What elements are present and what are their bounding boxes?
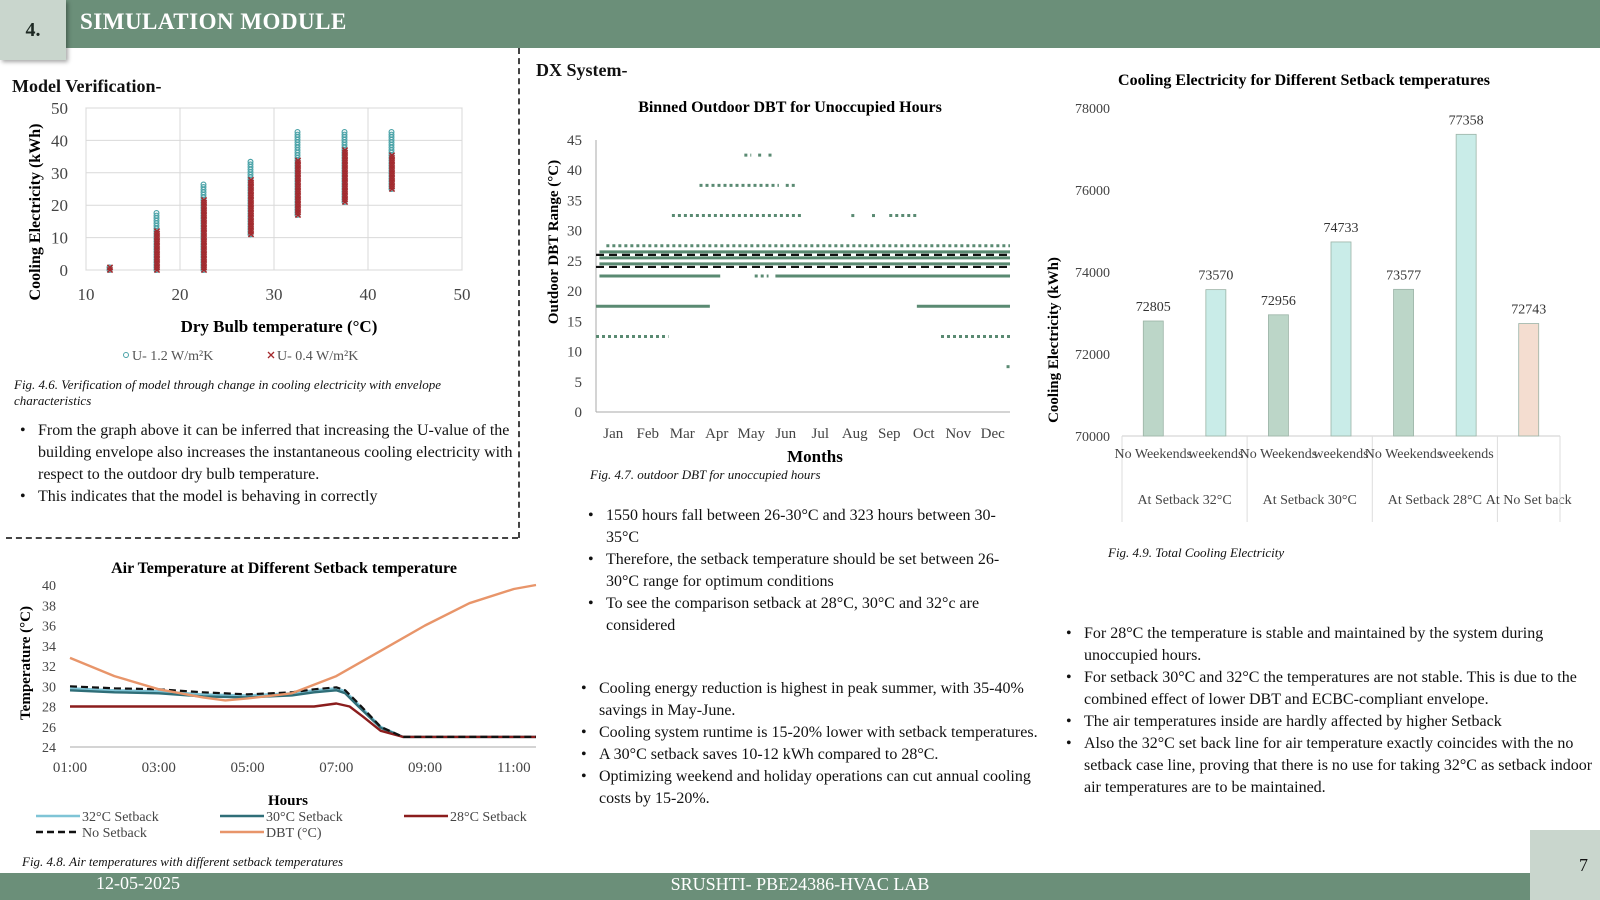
cooling-y-tick-label: 72000 <box>1075 348 1110 363</box>
air-temp-series-line <box>70 704 536 737</box>
binned-month-label: Mar <box>669 426 695 442</box>
cooling-group-label: At Setback 32°C <box>1137 493 1232 508</box>
bullet-item: • 1550 hours fall between 26-30°C and 323 hours between 30-35°C <box>592 505 1012 549</box>
binned-y-tick-label: 35 <box>567 193 582 210</box>
binned-month-label: Jun <box>775 426 797 442</box>
air-temp-y-tick-label: 24 <box>42 741 56 756</box>
air-temp-legend-label: 32°C Setback <box>82 810 159 825</box>
cooling-bullets <box>1050 623 1600 799</box>
scatter-y-tick-label: 40 <box>51 131 68 151</box>
cooling-category-label: No Weekends <box>1114 447 1193 462</box>
legend-marker-cross <box>268 352 274 358</box>
cooling-y-axis-label: Cooling Electricity (kWh) <box>1046 257 1062 423</box>
bullet-item: • For setback 30°C and 32°C the temperatures are not stable. This is due to the combined effect of lower DBT and ECBC-compliant envelope. <box>1070 667 1600 711</box>
air-temp-y-axis-label: Temperature (°C) <box>18 606 34 720</box>
cooling-group-label: At Setback 28°C <box>1387 493 1482 508</box>
binned-y-tick-label: 45 <box>567 133 582 149</box>
cooling-y-tick-label: 70000 <box>1075 430 1110 445</box>
cooling-bar-value-label: 74733 <box>1323 220 1359 236</box>
binned-month-label: Sep <box>878 426 901 442</box>
binned-month-label: Nov <box>945 426 972 442</box>
dx-system-heading: DX System- <box>536 60 628 80</box>
cooling-category-label: weekends <box>1313 447 1369 462</box>
bullet-item: • To see the comparison setback at 28°C, 30°C and 32°c are considered <box>592 593 1012 637</box>
air-temp-legend-label: No Setback <box>82 826 147 841</box>
cooling-bar <box>1519 324 1539 436</box>
cooling-bar <box>1143 321 1163 436</box>
air-temp-y-tick-label: 26 <box>42 720 56 736</box>
cooling-bar-value-label: 73570 <box>1198 268 1234 284</box>
binned-y-tick-label: 25 <box>567 253 582 270</box>
scatter-x-tick-label: 20 <box>171 285 189 304</box>
scatter-y-axis-label: Cooling Electricity (kWh) <box>27 123 44 301</box>
cooling-bar <box>1206 290 1226 436</box>
binned-dbt-chart-title: Binned Outdoor DBT for Unoccupied Hours <box>638 99 942 116</box>
binned-y-tick-label: 15 <box>567 314 582 331</box>
footer-date: 12-05-2025 <box>96 873 180 893</box>
cooling-group-label: At No Set back <box>1485 493 1572 508</box>
air-temp-series-line <box>70 688 536 737</box>
air-temp-legend-label: 28°C Setback <box>450 810 527 825</box>
air-temp-y-tick-label: 32 <box>42 660 56 675</box>
scatter-x-axis-label: Dry Bulb temperature (°C) <box>180 317 378 336</box>
binned-y-tick-label: 10 <box>567 344 582 361</box>
bullet-item: • This indicates that the model is behaving in correctly <box>24 486 524 508</box>
cooling-y-tick-label: 78000 <box>1075 102 1110 117</box>
legend-marker-circle <box>124 353 129 358</box>
scatter-x-tick-label: 10 <box>77 285 95 304</box>
scatter-legend-label: U- 1.2 W/m²K <box>132 349 214 364</box>
fig-4-6-caption: Fig. 4.6. Verification of model through change in cooling electricity with envelope characteristics <box>14 377 441 408</box>
bullet-item: • Cooling system runtime is 15-20% lower with setback temperatures. <box>585 722 1050 744</box>
scatter-y-tick-label: 20 <box>51 196 68 216</box>
slide-title: SIMULATION MODULE <box>80 9 347 34</box>
air-temp-x-tick-label: 03:00 <box>141 760 176 776</box>
binned-y-tick-label: 0 <box>574 405 582 421</box>
cooling-group-label: At Setback 30°C <box>1262 493 1357 508</box>
cooling-bar <box>1268 315 1288 436</box>
bullet-item: • Optimizing weekend and holiday operations can cut annual cooling costs by 15-20%. <box>585 766 1050 810</box>
model-verification-bullets <box>4 420 524 508</box>
binned-month-label: Jan <box>603 426 624 442</box>
cooling-bar <box>1331 242 1351 436</box>
binned-month-label: Dec <box>980 426 1005 442</box>
scatter-x-tick-label: 30 <box>265 285 283 304</box>
binned-month-label: Apr <box>705 426 729 442</box>
cooling-bar-value-label: 73577 <box>1386 268 1422 284</box>
bullet-item: • For 28°C the temperature is stable and maintained by the system during unoccupied hours. <box>1070 623 1600 667</box>
bullet-item: • The air temperatures inside are hardly affected by higher Setback <box>1070 711 1600 733</box>
air-temp-x-tick-label: 07:00 <box>319 760 354 776</box>
air-temp-y-tick-label: 36 <box>42 619 56 635</box>
bullet-item: • Cooling energy reduction is highest in peak summer, with 35-40% savings in May-June. <box>585 678 1050 722</box>
air-temp-x-tick-label: 09:00 <box>407 760 443 776</box>
bullet-item: • Therefore, the setback temperature should be set between 26-30°C range for optimum conditions <box>592 549 1012 593</box>
air-temp-y-tick-label: 28 <box>42 700 56 716</box>
dx-bullets-2 <box>565 678 1050 810</box>
cooling-y-tick-label: 74000 <box>1075 266 1110 281</box>
air-temp-y-tick-label: 40 <box>42 579 56 594</box>
binned-y-tick-label: 5 <box>574 374 582 391</box>
cooling-electricity-bar-chart <box>1040 62 1600 542</box>
cooling-category-label: weekends <box>1188 447 1244 462</box>
air-temp-legend-label: DBT (°C) <box>266 826 322 841</box>
scatter-y-tick-label: 50 <box>51 99 68 118</box>
cooling-bar-value-label: 72743 <box>1511 302 1547 318</box>
cooling-bar-value-label: 72805 <box>1135 299 1171 315</box>
cooling-category-label: weekends <box>1438 447 1494 462</box>
air-temp-x-tick-label: 05:00 <box>230 760 265 776</box>
fig-4-8-caption: Fig. 4.8. Air temperatures with different setback temperatures <box>22 854 344 869</box>
cooling-bar <box>1456 134 1476 436</box>
cooling-bar-value-label: 77358 <box>1448 113 1484 129</box>
model-verification-heading: Model Verification- <box>12 76 162 96</box>
binned-y-tick-label: 40 <box>567 163 582 180</box>
cooling-y-tick-label: 76000 <box>1075 184 1110 199</box>
cooling-bar-value-label: 72956 <box>1260 293 1296 309</box>
scatter-x-tick-label: 40 <box>359 285 377 304</box>
bullet-item: • From the graph above it can be inferred that increasing the U-value of the building envelope also increases the instantaneous cooling electricity with respect to the outdoor dry bulb temperature. <box>24 420 524 486</box>
fig-4-9-caption: Fig. 4.9. Total Cooling Electricity <box>1108 545 1285 560</box>
cooling-category-label: No Weekends <box>1364 447 1443 462</box>
binned-dbt-chart <box>540 90 1045 470</box>
air-temp-series-line <box>70 690 536 737</box>
scatter-legend-label: U- 0.4 W/m²K <box>277 349 359 364</box>
binned-y-tick-label: 30 <box>567 223 582 240</box>
cooling-chart-title: Cooling Electricity for Different Setback temperatures <box>1118 72 1490 89</box>
fig-4-7-caption: Fig. 4.7. outdoor DBT for unoccupied hours <box>590 467 821 482</box>
footer-label: SRUSHTI- PBE24386-HVAC LAB <box>670 874 930 894</box>
air-temp-y-tick-label: 30 <box>42 680 56 696</box>
cooling-category-label: No Weekends <box>1239 447 1318 462</box>
section-number-badge: 4. <box>0 0 66 60</box>
cooling-bar <box>1394 289 1414 436</box>
scatter-x-tick-label: 50 <box>453 285 471 304</box>
air-temp-series-line <box>70 585 536 700</box>
horizontal-divider <box>6 537 518 539</box>
air-temp-y-tick-label: 34 <box>42 639 56 655</box>
air-temp-x-axis-label: Hours <box>267 793 309 809</box>
scatter-y-tick-label: 30 <box>51 163 68 183</box>
air-temp-legend-label: 30°C Setback <box>266 810 343 825</box>
bullet-item: • Also the 32°C set back line for air temperature exactly coincides with the no setback case line, proving that there is no use for taking 32°C as setback indoor air temperatures are to be maintained. <box>1070 733 1600 799</box>
binned-month-label: Aug <box>841 426 868 442</box>
binned-dbt-x-axis-label: Months <box>787 447 843 466</box>
air-temperature-line-chart <box>0 555 545 875</box>
binned-month-label: Feb <box>636 426 659 442</box>
dx-bullets-1 <box>572 505 1012 637</box>
scatter-y-tick-label: 10 <box>51 228 68 248</box>
page-number: 7 <box>1530 830 1600 900</box>
binned-month-label: May <box>737 426 765 442</box>
binned-dbt-y-axis-label: Outdoor DBT Range (°C) <box>546 159 562 325</box>
scatter-y-tick-label: 0 <box>59 261 68 280</box>
air-temp-chart-title: Air Temperature at Different Setback temperature <box>111 560 457 577</box>
bullet-item: • A 30°C setback saves 10-12 kWh compared to 28°C. <box>585 744 1050 766</box>
binned-month-label: Jul <box>811 426 830 442</box>
binned-y-tick-label: 20 <box>567 284 582 301</box>
binned-month-label: Oct <box>912 426 935 442</box>
verification-scatter-chart <box>0 96 510 376</box>
air-temp-y-tick-label: 38 <box>42 599 56 615</box>
air-temp-x-tick-label: 01:00 <box>52 760 88 776</box>
air-temp-x-tick-label: 11:00 <box>496 760 531 776</box>
